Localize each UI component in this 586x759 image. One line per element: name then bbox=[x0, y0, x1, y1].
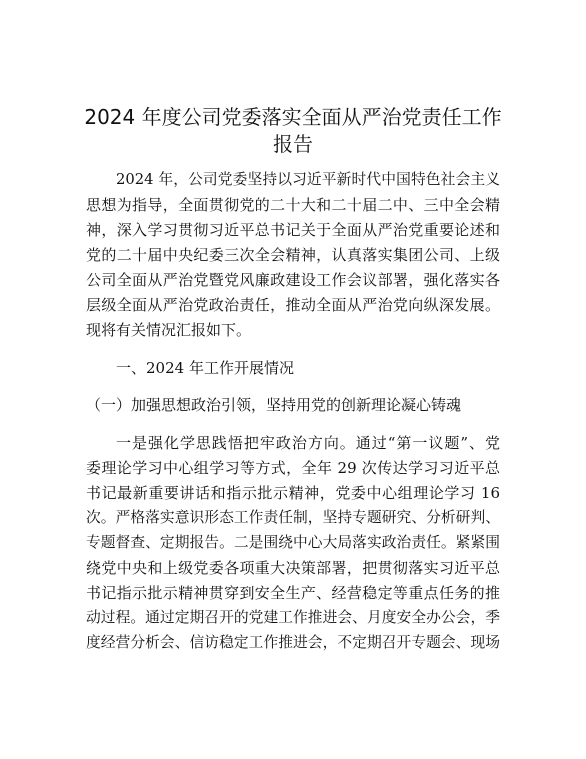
body-line: 专题督查、定期报告。二是围绕中心大局落实政治责任。紧紧围 bbox=[86, 534, 500, 551]
body-line: 度经营分析会、信访稳定工作推进会，不定期召开专题会、现场 bbox=[86, 634, 500, 651]
section-heading: 一、2024 年工作开展情况 bbox=[116, 359, 294, 377]
body-line: 书记最新重要讲话和指示批示精神，党委中心组理论学习 16 bbox=[86, 484, 500, 502]
document-title-line-1: 2024 年度公司党委落实全面从严治党责任工作 bbox=[84, 105, 502, 129]
body-line: 书记指示批示精神贯穿到安全生产、经营稳定等重点任务的推 bbox=[86, 584, 500, 602]
subsection-heading: （一）加强思想政治引领，坚持用党的创新理论凝心铸魂 bbox=[86, 396, 462, 414]
intro-line: 现将有关情况汇报如下。 bbox=[86, 321, 252, 339]
document-title-line-2: 报告 bbox=[273, 132, 313, 156]
intro-line: 思想为指导，全面贯彻党的二十大和二十届二中、三中全会精 bbox=[86, 196, 500, 214]
intro-line: 层级全面从严治党政治责任，推动全面从严治党向纵深发展。 bbox=[86, 296, 500, 314]
intro-line: 公司全面从严治党暨党风廉政建设工作会议部署，强化落实各 bbox=[86, 271, 500, 289]
body-line: 委理论学习中心组学习等方式，全年 29 次传达学习习近平总 bbox=[86, 459, 500, 477]
body-line: 动过程。通过定期召开的党建工作推进会、月度安全办公会，季 bbox=[86, 609, 500, 626]
intro-line: 2024 年，公司党委坚持以习近平新时代中国特色社会主义 bbox=[116, 171, 500, 188]
intro-line: 神，深入学习贯彻习近平总书记关于全面从严治党重要论述和 bbox=[86, 221, 500, 239]
intro-line: 党的二十届中央纪委三次全会精神，认真落实集团公司、上级 bbox=[86, 246, 500, 264]
body-line: 次。严格落实意识形态工作责任制，坚持专题研究、分析研判、 bbox=[86, 509, 500, 526]
body-line: 绕党中央和上级党委各项重大决策部署，把贯彻落实习近平总 bbox=[86, 559, 500, 577]
body-line: 一是强化学思践悟把牢政治方向。通过“第一议题”、党 bbox=[116, 434, 500, 452]
